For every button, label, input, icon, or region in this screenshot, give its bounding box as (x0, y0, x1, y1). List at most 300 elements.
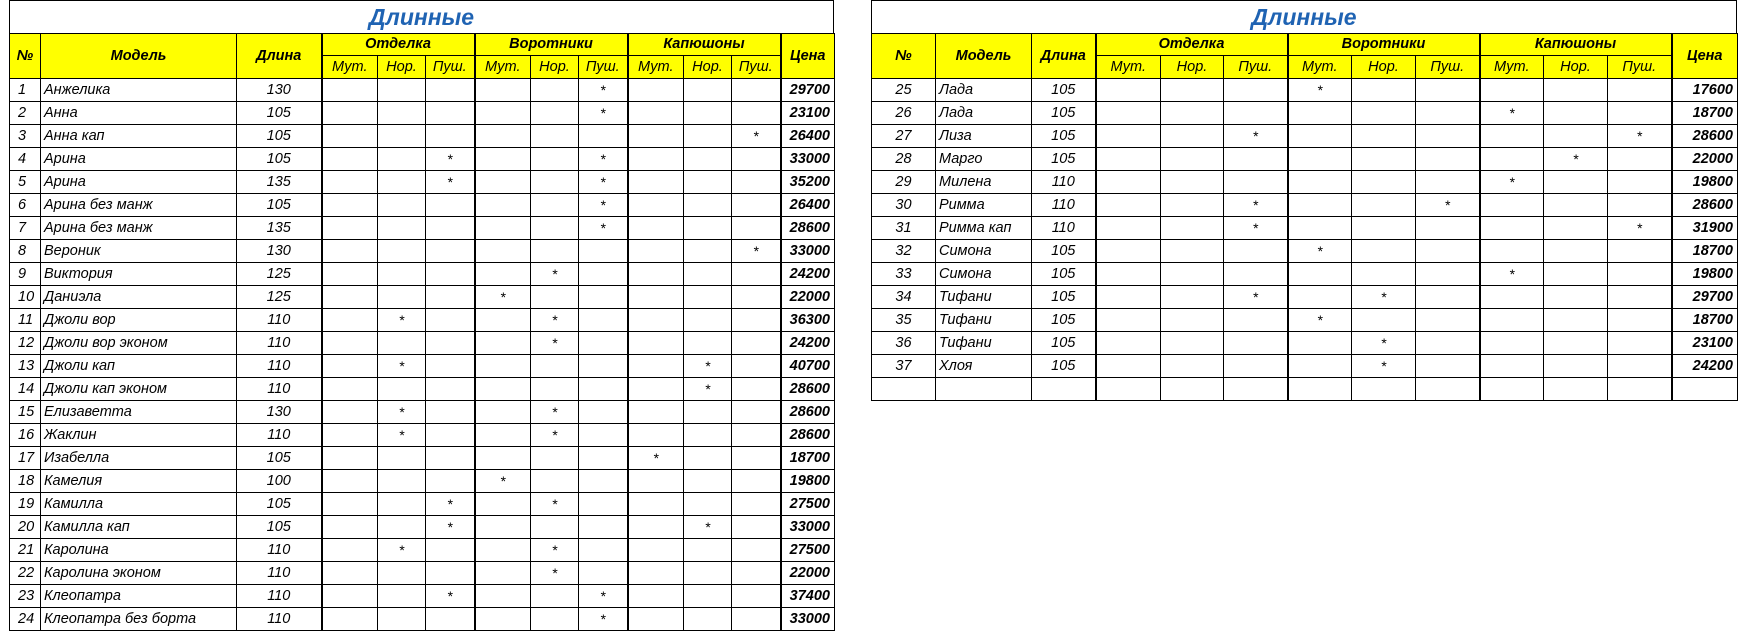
table-row (10, 240, 835, 263)
price-value: 19800 (1672, 171, 1738, 194)
option-mark (684, 263, 732, 286)
option-mark: * (378, 424, 426, 447)
option-mark (1544, 286, 1608, 309)
option-mark (732, 263, 781, 286)
option-mark: * (684, 378, 732, 401)
option-mark (628, 516, 684, 539)
option-mark (475, 148, 531, 171)
length-value: 105 (237, 102, 322, 125)
option-mark (531, 194, 579, 217)
table-row (872, 378, 1738, 401)
option-mark (732, 355, 781, 378)
option-mark (732, 401, 781, 424)
table-row (10, 309, 835, 332)
option-mark (684, 217, 732, 240)
option-mark (378, 263, 426, 286)
option-mark (1096, 102, 1161, 125)
table-row (872, 309, 1738, 332)
option-mark (378, 240, 426, 263)
option-mark (1352, 102, 1416, 125)
model-name: Клеопатра (41, 585, 237, 608)
option-mark (628, 585, 684, 608)
price-value: 31900 (1672, 217, 1738, 240)
row-number: 8 (10, 240, 41, 263)
option-mark (475, 585, 531, 608)
model-name: Камилла кап (41, 516, 237, 539)
table-row (10, 424, 835, 447)
option-mark: * (1608, 125, 1672, 148)
option-mark (684, 240, 732, 263)
option-mark (322, 79, 378, 102)
row-number: 29 (872, 171, 936, 194)
option-mark (1096, 125, 1161, 148)
option-mark (1608, 148, 1672, 171)
option-mark: * (579, 102, 628, 125)
option-mark (579, 401, 628, 424)
option-mark (579, 125, 628, 148)
header-num: № (10, 34, 41, 79)
option-mark: * (378, 355, 426, 378)
option-mark: * (579, 608, 628, 631)
header-group-finish: Отделка (1096, 34, 1288, 56)
option-mark (378, 194, 426, 217)
length-value: 105 (1032, 102, 1096, 125)
option-mark: * (1480, 263, 1544, 286)
option-mark (475, 194, 531, 217)
model-name: Лиза (936, 125, 1032, 148)
length-value: 105 (237, 125, 322, 148)
option-mark (322, 194, 378, 217)
option-mark (628, 79, 684, 102)
option-mark (322, 401, 378, 424)
option-mark (579, 309, 628, 332)
model-name (936, 378, 1032, 401)
option-mark (1608, 309, 1672, 332)
option-mark (1416, 286, 1480, 309)
option-mark (579, 470, 628, 493)
option-mark (628, 539, 684, 562)
price-value: 19800 (1672, 263, 1738, 286)
option-mark (1224, 355, 1288, 378)
table-row (10, 194, 835, 217)
option-mark (1480, 148, 1544, 171)
option-mark (628, 171, 684, 194)
option-mark (531, 516, 579, 539)
model-name: Клеопатра без борта (41, 608, 237, 631)
length-value: 110 (237, 355, 322, 378)
option-mark: * (684, 355, 732, 378)
option-mark (1224, 240, 1288, 263)
option-mark (1161, 332, 1224, 355)
option-mark (322, 355, 378, 378)
option-mark: * (1288, 79, 1352, 102)
row-number: 6 (10, 194, 41, 217)
row-number: 25 (872, 79, 936, 102)
option-mark (475, 539, 531, 562)
price-value: 24200 (781, 332, 835, 355)
length-value: 105 (237, 148, 322, 171)
price-value: 33000 (781, 148, 835, 171)
sub-header: Пуш. (1608, 56, 1672, 79)
model-name: Каролина эконом (41, 562, 237, 585)
price-value: 23100 (781, 102, 835, 125)
option-mark (1608, 79, 1672, 102)
model-name: Камелия (41, 470, 237, 493)
length-value: 110 (237, 608, 322, 631)
price-value: 24200 (781, 263, 835, 286)
option-mark (1352, 240, 1416, 263)
row-number: 33 (872, 263, 936, 286)
row-number: 11 (10, 309, 41, 332)
row-number: 26 (872, 102, 936, 125)
option-mark (426, 217, 475, 240)
option-mark: * (684, 516, 732, 539)
row-number: 12 (10, 332, 41, 355)
option-mark (1288, 378, 1352, 401)
option-mark (628, 378, 684, 401)
model-name: Милена (936, 171, 1032, 194)
model-name: Арина без манж (41, 217, 237, 240)
header-num: № (872, 34, 936, 79)
table-row (872, 263, 1738, 286)
row-number: 15 (10, 401, 41, 424)
option-mark (531, 378, 579, 401)
option-mark: * (1352, 355, 1416, 378)
price-value: 18700 (1672, 102, 1738, 125)
option-mark (531, 217, 579, 240)
option-mark (684, 539, 732, 562)
header-price: Цена (1672, 34, 1738, 79)
option-mark (322, 378, 378, 401)
price-value: 18700 (1672, 309, 1738, 332)
option-mark (1544, 194, 1608, 217)
option-mark (684, 493, 732, 516)
option-mark (1096, 240, 1161, 263)
option-mark (684, 102, 732, 125)
option-mark (1416, 378, 1480, 401)
option-mark (1288, 286, 1352, 309)
option-mark (1416, 240, 1480, 263)
model-name: Джоли кап (41, 355, 237, 378)
option-mark: * (1352, 332, 1416, 355)
table-row (10, 493, 835, 516)
table-row (872, 102, 1738, 125)
option-mark (1096, 378, 1161, 401)
option-mark (1416, 309, 1480, 332)
option-mark (628, 263, 684, 286)
option-mark (378, 447, 426, 470)
option-mark (1161, 102, 1224, 125)
option-mark (1224, 79, 1288, 102)
model-name: Марго (936, 148, 1032, 171)
option-mark (732, 194, 781, 217)
row-number: 20 (10, 516, 41, 539)
length-value: 130 (237, 401, 322, 424)
option-mark: * (426, 148, 475, 171)
row-number: 24 (10, 608, 41, 631)
price-value: 18700 (1672, 240, 1738, 263)
option-mark (628, 286, 684, 309)
option-mark (1096, 309, 1161, 332)
option-mark: * (531, 263, 579, 286)
table-row (872, 171, 1738, 194)
model-name: Джоли вор эконом (41, 332, 237, 355)
table-row (10, 125, 835, 148)
option-mark (322, 470, 378, 493)
option-mark (1161, 79, 1224, 102)
option-mark: * (1224, 286, 1288, 309)
option-mark (732, 378, 781, 401)
model-name: Симона (936, 263, 1032, 286)
option-mark (1608, 240, 1672, 263)
option-mark (1288, 355, 1352, 378)
option-mark (378, 148, 426, 171)
model-name: Тифани (936, 332, 1032, 355)
option-mark (684, 148, 732, 171)
option-mark (579, 447, 628, 470)
model-name: Анжелика (41, 79, 237, 102)
option-mark (732, 493, 781, 516)
option-mark (1224, 263, 1288, 286)
length-value: 105 (237, 516, 322, 539)
model-name: Елизаветта (41, 401, 237, 424)
length-value: 105 (237, 447, 322, 470)
option-mark (426, 240, 475, 263)
option-mark (579, 355, 628, 378)
length-value: 105 (237, 194, 322, 217)
model-name: Римма кап (936, 217, 1032, 240)
option-mark (579, 263, 628, 286)
option-mark (1608, 378, 1672, 401)
length-value: 105 (1032, 355, 1096, 378)
sub-header: Мут. (322, 56, 378, 79)
option-mark (378, 286, 426, 309)
price-value: 28600 (781, 424, 835, 447)
option-mark (1288, 263, 1352, 286)
option-mark (322, 125, 378, 148)
option-mark (1480, 332, 1544, 355)
option-mark (475, 562, 531, 585)
option-mark (1161, 217, 1224, 240)
option-mark (579, 493, 628, 516)
option-mark (628, 148, 684, 171)
option-mark (628, 102, 684, 125)
sub-header: Мут. (1480, 56, 1544, 79)
option-mark (1288, 194, 1352, 217)
header-model: Модель (41, 34, 237, 79)
option-mark (378, 378, 426, 401)
option-mark (732, 608, 781, 631)
sub-header: Нор. (531, 56, 579, 79)
sub-header: Мут. (475, 56, 531, 79)
option-mark (1352, 309, 1416, 332)
option-mark (1352, 194, 1416, 217)
option-mark (732, 516, 781, 539)
option-mark (1096, 332, 1161, 355)
option-mark (531, 171, 579, 194)
option-mark (378, 125, 426, 148)
option-mark (322, 148, 378, 171)
option-mark (322, 516, 378, 539)
price-value: 37400 (781, 585, 835, 608)
option-mark (1161, 378, 1224, 401)
option-mark (628, 194, 684, 217)
option-mark (1416, 79, 1480, 102)
option-mark (1161, 286, 1224, 309)
option-mark (579, 424, 628, 447)
option-mark: * (426, 516, 475, 539)
header-group-finish: Отделка (322, 34, 475, 56)
model-name: Джоли кап эконом (41, 378, 237, 401)
option-mark: * (426, 493, 475, 516)
option-mark (628, 608, 684, 631)
row-number: 3 (10, 125, 41, 148)
row-number: 36 (872, 332, 936, 355)
option-mark: * (1224, 194, 1288, 217)
option-mark (1096, 171, 1161, 194)
option-mark (531, 240, 579, 263)
option-mark (1224, 378, 1288, 401)
option-mark (628, 125, 684, 148)
option-mark: * (378, 539, 426, 562)
row-number: 32 (872, 240, 936, 263)
option-mark: * (475, 470, 531, 493)
option-mark (732, 171, 781, 194)
option-mark (1608, 194, 1672, 217)
option-mark: * (732, 125, 781, 148)
row-number: 16 (10, 424, 41, 447)
option-mark (378, 562, 426, 585)
price-table-left (9, 33, 835, 631)
option-mark: * (1416, 194, 1480, 217)
option-mark (1608, 286, 1672, 309)
option-mark: * (1480, 171, 1544, 194)
option-mark (1480, 355, 1544, 378)
price-value: 36300 (781, 309, 835, 332)
option-mark (628, 562, 684, 585)
option-mark (1480, 240, 1544, 263)
price-value: 18700 (781, 447, 835, 470)
length-value (1032, 378, 1096, 401)
option-mark (1544, 125, 1608, 148)
option-mark (426, 286, 475, 309)
length-value: 100 (237, 470, 322, 493)
price-value: 22000 (781, 286, 835, 309)
option-mark (475, 355, 531, 378)
option-mark (732, 424, 781, 447)
option-mark (378, 470, 426, 493)
option-mark (378, 79, 426, 102)
option-mark: * (378, 309, 426, 332)
row-number: 10 (10, 286, 41, 309)
table-row (872, 79, 1738, 102)
option-mark (426, 102, 475, 125)
sub-header: Мут. (1096, 56, 1161, 79)
price-table-right (871, 33, 1738, 401)
row-number: 18 (10, 470, 41, 493)
header-group-hoods: Капюшоны (628, 34, 781, 56)
model-name: Арина (41, 171, 237, 194)
option-mark (378, 585, 426, 608)
option-mark (322, 424, 378, 447)
option-mark (628, 240, 684, 263)
option-mark (322, 217, 378, 240)
option-mark: * (1224, 125, 1288, 148)
table-row (10, 355, 835, 378)
option-mark (531, 102, 579, 125)
price-value: 26400 (781, 194, 835, 217)
option-mark (1480, 286, 1544, 309)
row-number: 19 (10, 493, 41, 516)
option-mark (684, 562, 732, 585)
length-value: 105 (1032, 286, 1096, 309)
option-mark: * (579, 194, 628, 217)
option-mark (1544, 378, 1608, 401)
table-body (10, 79, 835, 631)
option-mark (1161, 355, 1224, 378)
option-mark (531, 608, 579, 631)
row-number: 27 (872, 125, 936, 148)
price-value: 28600 (1672, 194, 1738, 217)
model-name: Хлоя (936, 355, 1032, 378)
option-mark (1416, 125, 1480, 148)
option-mark (579, 516, 628, 539)
row-number: 21 (10, 539, 41, 562)
option-mark (684, 401, 732, 424)
model-name: Даниэла (41, 286, 237, 309)
option-mark: * (732, 240, 781, 263)
row-number: 7 (10, 217, 41, 240)
table-row (10, 332, 835, 355)
length-value: 105 (1032, 79, 1096, 102)
option-mark (579, 378, 628, 401)
option-mark (322, 608, 378, 631)
option-mark: * (1224, 217, 1288, 240)
option-mark (684, 125, 732, 148)
option-mark: * (579, 148, 628, 171)
option-mark (1416, 355, 1480, 378)
option-mark (628, 217, 684, 240)
price-value: 27500 (781, 539, 835, 562)
length-value: 105 (1032, 332, 1096, 355)
row-number: 31 (872, 217, 936, 240)
option-mark: * (628, 447, 684, 470)
table-row (872, 125, 1738, 148)
option-mark (475, 79, 531, 102)
table-row (872, 148, 1738, 171)
option-mark (732, 309, 781, 332)
length-value: 110 (237, 562, 322, 585)
option-mark (1544, 332, 1608, 355)
row-number: 17 (10, 447, 41, 470)
option-mark: * (579, 171, 628, 194)
option-mark (1416, 102, 1480, 125)
sub-header: Пуш. (1416, 56, 1480, 79)
option-mark (1288, 171, 1352, 194)
option-mark (426, 562, 475, 585)
table-row (10, 447, 835, 470)
option-mark (732, 447, 781, 470)
option-mark (1352, 125, 1416, 148)
option-mark (732, 148, 781, 171)
option-mark (684, 447, 732, 470)
option-mark (1096, 148, 1161, 171)
model-name: Вероник (41, 240, 237, 263)
table-row (872, 240, 1738, 263)
header-group-hoods: Капюшоны (1480, 34, 1672, 56)
row-number: 13 (10, 355, 41, 378)
option-mark (732, 470, 781, 493)
